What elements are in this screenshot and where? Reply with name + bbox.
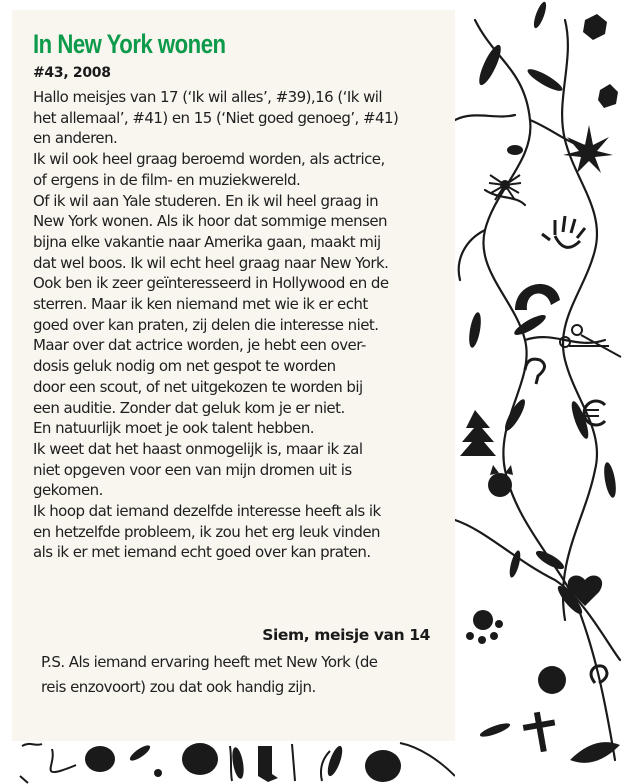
body-line: als ik er met iemand echt goed over kan praten. xyxy=(33,543,371,562)
body-line: Ik wil ook heel graag beroemd worden, als actrice, xyxy=(33,150,385,169)
leaf-icon xyxy=(512,312,548,339)
star-icon xyxy=(563,125,613,173)
leaf-icon xyxy=(467,311,483,348)
leaf-icon xyxy=(531,0,548,29)
flower-icon xyxy=(583,14,607,40)
postscript xyxy=(41,650,451,700)
leaf-icon xyxy=(128,743,152,763)
body-line: niet opgeven voor een van mijn dromen uit is xyxy=(33,460,352,479)
leaf-icon xyxy=(525,66,565,95)
leaf-icon xyxy=(325,744,345,777)
body-line: New York wonen. Als ik hoor dat sommige mensen xyxy=(33,212,387,231)
cross-icon xyxy=(534,712,547,752)
leaf-icon xyxy=(182,743,218,775)
ps-line: reis enzovoort) zou dat ook handig zijn. xyxy=(41,678,316,696)
body-line: sterren. Maar ik ken niemand met wie ik er echt xyxy=(33,295,368,314)
leaf-icon xyxy=(508,549,523,578)
issue-number: #43, 2008 xyxy=(33,65,111,81)
body-line: dosis geluk nodig om net gespot te worden xyxy=(33,357,336,376)
ps-line: P.S. Als iemand ervaring heeft met New York (de xyxy=(41,653,378,671)
bone-icon xyxy=(258,746,278,782)
cat-icon xyxy=(85,746,115,772)
tree-icon xyxy=(460,410,496,456)
body-line: Ook ben ik zeer geïnteresseerd in Hollywood en de xyxy=(33,274,389,293)
leaf-icon xyxy=(602,461,618,498)
body-line: Ik weet dat het haast onmogelijk is, maar ik zal xyxy=(33,439,363,458)
leaf-icon xyxy=(230,746,245,779)
body-line: een auditie. Zonder dat geluk kom je er niet. xyxy=(33,398,345,417)
body-line: En natuurlijk moet je ook talent hebben. xyxy=(33,419,315,438)
body-line: Maar over dat actrice worden, je hebt een over- xyxy=(33,336,366,355)
body-line: of ergens in de film- en muziekwereld. xyxy=(33,170,301,189)
body-line: goed over kan praten, zij delen die interesse niet. xyxy=(33,315,379,334)
bomb-icon xyxy=(538,666,566,694)
leaf-icon xyxy=(475,43,504,88)
body-line: dat wel boos. Ik wil echt heel graag naar New York. xyxy=(33,253,389,272)
author-signature: Siem, meisje van 14 xyxy=(262,626,430,644)
eye-icon xyxy=(570,742,620,763)
question-mark-icon xyxy=(525,359,545,384)
body-line: bijna elke vakantie naar Amerika gaan, maakt mij xyxy=(33,232,381,251)
leaf-icon xyxy=(479,721,512,739)
hand-icon xyxy=(542,216,585,247)
horseshoe-icon xyxy=(515,284,560,310)
body-line: en hetzelfde probleem, ik zou het erg leuk vinden xyxy=(33,522,380,541)
body-line: Hallo meisjes van 17 (‘Ik wil alles’, #39),16 (‘Ik wil xyxy=(33,88,383,106)
leaf-icon xyxy=(534,548,567,573)
scissors-icon xyxy=(560,325,621,357)
body-line: gekomen. xyxy=(33,481,103,500)
bird-icon xyxy=(365,750,401,782)
article-body xyxy=(33,87,453,563)
body-line: het allemaal’, #41) en 15 (‘Niet goed genoeg’, #41) xyxy=(33,108,399,127)
paw-icon xyxy=(473,610,493,630)
decorative-pattern-bottom xyxy=(0,741,455,784)
flower-icon xyxy=(598,84,618,108)
cat-icon xyxy=(488,473,512,497)
tadpole-icon xyxy=(507,145,523,155)
body-line: Of ik wil aan Yale studeren. En ik wil heel graag in xyxy=(33,191,379,210)
body-line: Ik hoop dat iemand dezelfde interesse heeft als ik xyxy=(33,502,381,521)
body-line: door een scout, of net uitgekozen te worden bij xyxy=(33,377,363,396)
body-line: en anderen. xyxy=(33,129,118,148)
decorative-pattern-right xyxy=(455,0,626,784)
article-title: In New York wonen xyxy=(33,29,226,59)
